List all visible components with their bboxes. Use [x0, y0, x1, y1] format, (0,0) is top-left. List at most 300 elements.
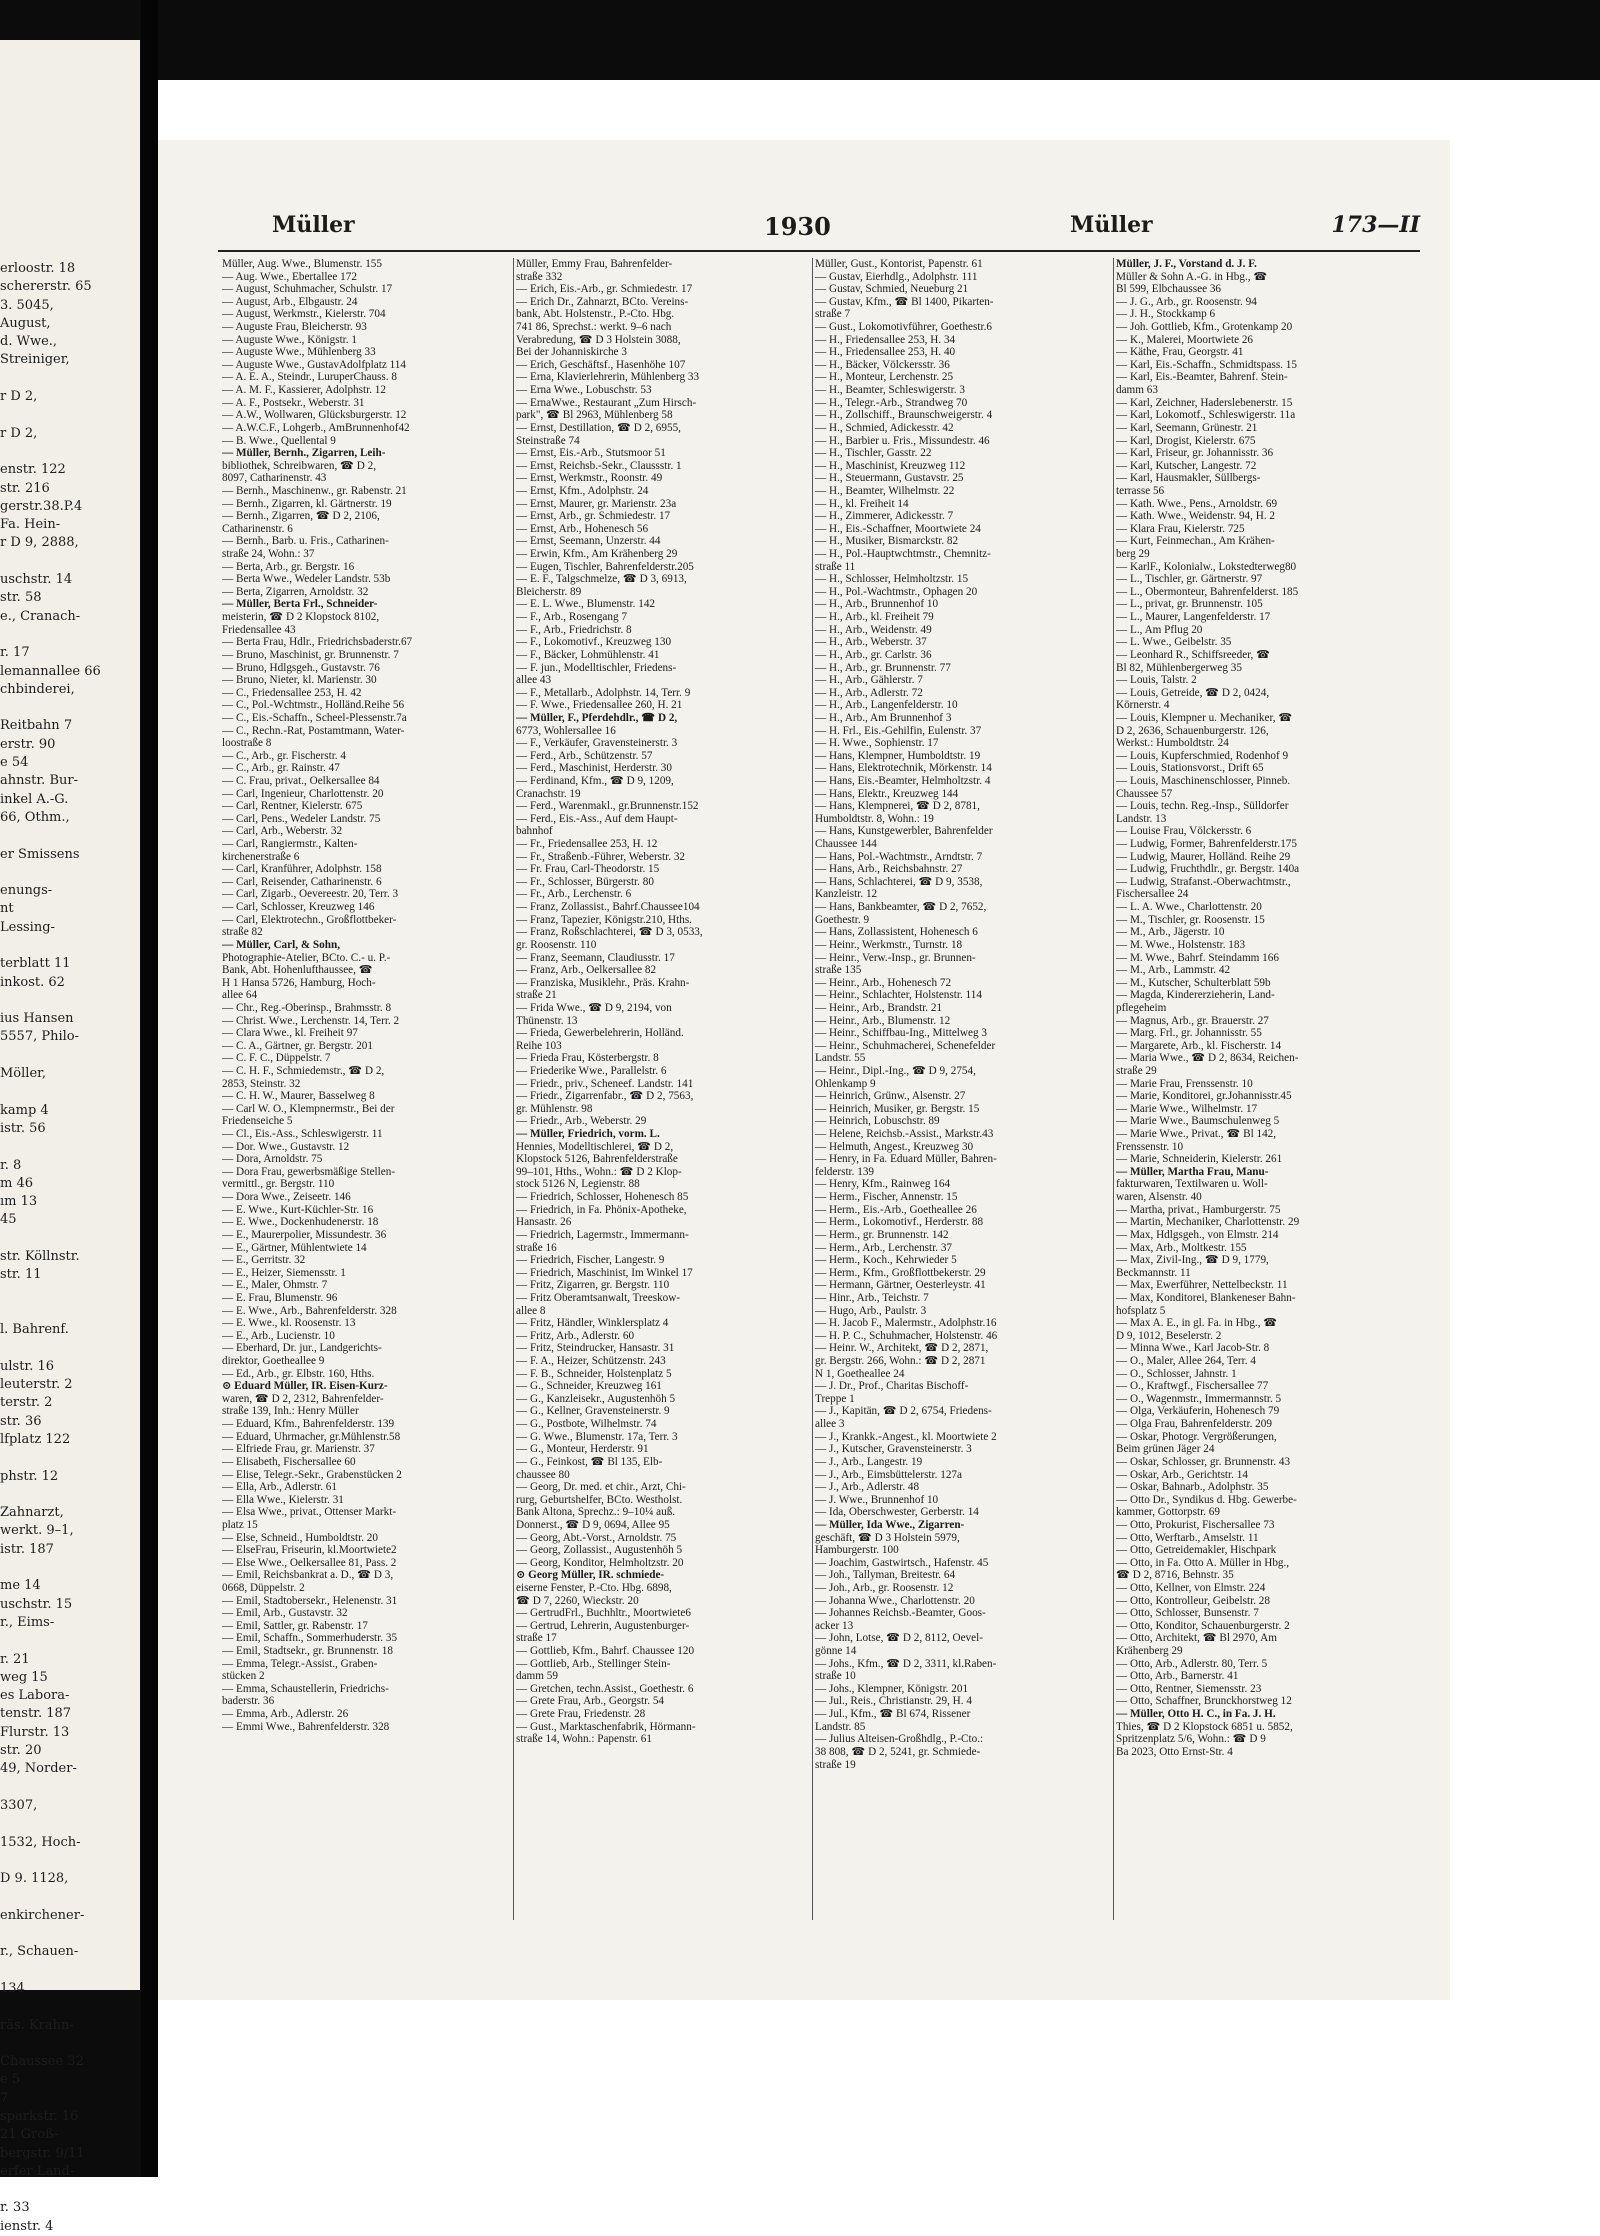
directory-entry-line: — Cl., Eis.-Ass., Schleswigerstr. 11 [222, 1128, 383, 1141]
directory-entry-line: — E. Frau, Blumenstr. 96 [222, 1291, 338, 1304]
directory-entry-line: platz 15 [222, 1518, 258, 1531]
directory-entry-line: Chaussee 144 [815, 838, 877, 851]
directory-entry-line: Frenssenstr. 10 [1116, 1140, 1184, 1153]
previous-page-line: Streiniger, [0, 352, 70, 368]
directory-entry-line: — E., Gerritstr. 32 [222, 1254, 306, 1267]
directory-entry-line: — Dora, Arnoldstr. 75 [222, 1153, 323, 1166]
directory-entry-line: Catharinenstr. 6 [222, 522, 293, 535]
directory-entry-line: — Dora Wwe., Zeiseetr. 146 [222, 1191, 351, 1204]
directory-entry-line: — Heinr., Arb., Brandstr. 21 [815, 1001, 943, 1014]
directory-entry-line: — H., Tischler, Gasstr. 22 [815, 447, 932, 460]
directory-entry-line: — F., Lokomotivf., Kreuzweg 130 [516, 636, 672, 649]
previous-page-column [0, 260, 140, 2236]
directory-entry-line: — H., Friedensallee 253, H. 40 [815, 346, 956, 359]
directory-entry-line: — E., Arb., Lucienstr. 10 [222, 1329, 335, 1342]
directory-entry-line: terrasse 56 [1116, 484, 1165, 497]
directory-entry-line: — Franz, Roßschlachterei, ☎ D 3, 0533, [516, 926, 703, 939]
directory-entry-line: bank, Abt. Holstenstr., P.-Cto. Hbg. [516, 308, 675, 321]
header-rule [218, 250, 1420, 252]
previous-page-line [0, 1285, 140, 1303]
column-2 [516, 258, 808, 1746]
directory-entry-line: Beckmannstr. 11 [1116, 1266, 1191, 1279]
directory-entry-line: — Gretchen, techn.Assist., Goethestr. 6 [516, 1682, 694, 1695]
directory-entry-line: — M., Tischler, gr. Roosenstr. 15 [1116, 913, 1265, 926]
directory-entry-line: — Hans, Eis.-Beamter, Helmholtzstr. 4 [815, 774, 991, 787]
directory-entry-line: 0668, Düppelstr. 2 [222, 1581, 305, 1594]
previous-page-line: Zahnarzt, [0, 1505, 64, 1521]
directory-entry-line: — Ernst, Seemann, Unzerstr. 44 [516, 535, 661, 548]
directory-entry-line: — M., Arb., Jägerstr. 10 [1116, 926, 1225, 939]
directory-entry-line: Werkst.: Humboldtstr. 24 [1116, 737, 1229, 750]
directory-entry-line: straße 29 [1116, 1065, 1157, 1077]
directory-entry-line: — Carl, Reisender, Catharinenstr. 6 [222, 875, 382, 888]
directory-entry-line: — Berta Wwe., Wedeler Landstr. 53b [222, 573, 391, 586]
directory-entry-line: — Else, Schneid., Humboldtstr. 20 [222, 1531, 378, 1544]
directory-entry-line: — Friederike Wwe., Parallelstr. 6 [516, 1065, 667, 1077]
directory-entry-line: — H., Arb., gr. Carlstr. 36 [815, 648, 932, 661]
directory-entry-line: — E., Maurerpolier, Missundestr. 36 [222, 1228, 387, 1241]
directory-entry-line: — Herm., Koch., Kehrwieder 5 [815, 1254, 957, 1267]
directory-entry-line: — Fritz, Arb., Adlerstr. 60 [516, 1329, 635, 1342]
directory-entry-line: — Erich Dr., Zahnarzt, BCto. Vereins- [516, 295, 689, 308]
previous-page-line [0, 2181, 140, 2199]
directory-entry-line: 6773, Wohlersallee 16 [516, 724, 616, 737]
previous-page-line: istr. 187 [0, 1541, 54, 1557]
directory-entry-line: — Hans, Elektrotechnik, Mörkenstr. 14 [815, 762, 992, 775]
previous-page-line: str. 58 [0, 590, 42, 606]
directory-entry-line: — Marg. Frl., gr. Johannisstr. 55 [1116, 1027, 1262, 1040]
directory-entry-line: allee 64 [222, 989, 258, 1002]
directory-entry-line: — E. L. Wwe., Blumenstr. 142 [516, 598, 656, 611]
directory-entry-line: — Marie Wwe., Privat., ☎ Bl 142, [1116, 1128, 1277, 1141]
directory-entry-line: — Gottlieb, Arb., Stellinger Stein- [516, 1657, 671, 1670]
directory-entry-line: Reihe 103 [516, 1039, 562, 1052]
directory-entry-line: acker 13 [815, 1619, 854, 1632]
directory-entry-line: Bl 82, Mühlenbergerweg 35 [1116, 661, 1242, 674]
directory-entry-line: — Bruno, Nieter, kl. Marienstr. 30 [222, 674, 377, 687]
previous-page-line: Chaussee 32 [0, 2054, 84, 2070]
directory-entry-line: — Louis, Maschinenschlosser, Pinneb. [1116, 774, 1291, 787]
page-number: 173—II [1331, 212, 1420, 238]
directory-entry-line: — Fr. Frau, Carl-Theodorstr. 15 [516, 863, 660, 876]
directory-entry-line: — Gottlieb, Kfm., Bahrf. Chaussee 120 [516, 1645, 695, 1658]
directory-entry-line: gr. Mühlenstr. 98 [516, 1102, 593, 1115]
directory-entry-line: 741 86, Sprechst.: werkt. 9–6 nach [516, 321, 672, 334]
directory-entry-line: — H., Musiker, Bismarckstr. 82 [815, 535, 959, 548]
directory-entry-line: — Otto, Architekt, ☎ Bl 2970, Am [1116, 1632, 1277, 1645]
directory-entry-line: — Bruno, Hdlgsgeh., Gustavstr. 76 [222, 661, 380, 674]
directory-entry-line: — Kath. Wwe., Pens., Arnoldstr. 69 [1116, 497, 1278, 510]
directory-entry-line: — Ernst, Arb., Hohenesch 56 [516, 522, 649, 535]
directory-entry-line: Kanzleistr. 12 [815, 888, 878, 901]
previous-page-line: enkirchener- [0, 1907, 85, 1923]
directory-entry-line: — Karl, Drogist, Kielerstr. 675 [1116, 434, 1256, 447]
directory-entry-line: — Emma, Telegr.-Assist., Graben- [222, 1657, 378, 1670]
directory-entry-line: — Marie, Schneiderin, Kielerstr. 261 [1116, 1153, 1283, 1166]
directory-entry-line: — Auguste Frau, Bleicherstr. 93 [222, 321, 367, 334]
previous-page-line: str. 20 [0, 1743, 42, 1759]
directory-entry-line: — Erwin, Kfm., Am Krähenberg 29 [516, 548, 678, 561]
directory-entry-line: — Ludwig, Fruchthdlr., gr. Bergstr. 140a [1116, 863, 1300, 876]
directory-entry-line: — L., Am Pflug 20 [1116, 623, 1203, 636]
directory-entry-line: — H., Arb., Brunnenhof 10 [815, 598, 939, 611]
directory-entry-line: — C. F. C., Düppelstr. 7 [222, 1052, 331, 1065]
previous-page-line [0, 1486, 140, 1504]
previous-page-line: Flurstr. 13 [0, 1724, 70, 1740]
directory-entry-line: — Frida Wwe., ☎ D 9, 2194, von [516, 1001, 672, 1014]
previous-page-line: r D 2, [0, 425, 38, 441]
directory-entry-line: ☎ D 7, 2260, Wieckstr. 20 [516, 1594, 639, 1607]
directory-entry-line: — Müller, Martha Frau, Manu- [1116, 1165, 1269, 1178]
directory-entry-line: — Magnus, Arb., gr. Brauerstr. 27 [1116, 1014, 1269, 1027]
previous-page-line: e 5 [0, 2072, 21, 2088]
directory-entry-line: — Erich, Eis.-Arb., gr. Schmiedestr. 17 [516, 283, 693, 296]
previous-page-line [0, 406, 140, 424]
directory-entry-line: rurg, Geburtshelfer, BCto. Westholst. [516, 1493, 683, 1506]
directory-entry-line: — Gust., Lokomotivführer, Goethestr.6 [815, 321, 992, 334]
directory-entry-line: — F. B., Schneider, Holstenplatz 5 [516, 1367, 672, 1380]
directory-entry-line: berg 29 [1116, 548, 1150, 561]
directory-entry-line: — H., Arb., kl. Freiheit 79 [815, 611, 934, 624]
directory-entry-line: — Martin, Mechaniker, Charlottenstr. 29 [1116, 1216, 1300, 1229]
directory-entry-line: — Carl, Elektrotechn., Großflottbeker- [222, 913, 397, 926]
directory-entry-line: — G., Kellner, Gravensteinerstr. 9 [516, 1405, 670, 1418]
directory-entry-line: — Emma, Arb., Adlerstr. 26 [222, 1708, 349, 1721]
directory-entry-line: Müller, Aug. Wwe., Blumenstr. 155 [222, 258, 382, 270]
directory-entry-line: straße 24, Wohn.: 37 [222, 548, 315, 561]
previous-page-line: enungs- [0, 883, 53, 899]
previous-page-line: inkost. 62 [0, 974, 65, 990]
directory-entry-line: — E. Wwe., Dockenhudenerstr. 18 [222, 1216, 379, 1229]
directory-entry-line: — J., Arb., Adlerstr. 48 [815, 1481, 920, 1494]
directory-entry-line: — Heinr., Schuhmacherei, Schenefelder [815, 1039, 996, 1052]
directory-entry-line: — Gustav, Kfm., ☎ Bl 1400, Pikarten- [815, 295, 994, 308]
directory-entry-line: Körnerstr. 4 [1116, 699, 1170, 712]
directory-entry-line: — Ed., Arb., gr. Elbstr. 160, Hths. [222, 1367, 375, 1380]
previous-page-line: r D 9, 2888, [0, 535, 79, 551]
previous-page-line: r. 33 [0, 2200, 30, 2216]
directory-entry-line: ⊙ Georg Müller, IR. schmiede- [516, 1569, 665, 1582]
directory-entry-line: — Olga, Verkäuferin, Hohenesch 79 [1116, 1405, 1280, 1418]
directory-entry-line: — Ella Wwe., Kielerstr. 31 [222, 1493, 344, 1506]
directory-entry-line: — Johannes Reichsb.-Beamter, Goos- [815, 1607, 986, 1620]
directory-entry-line: — Marie Frau, Frenssenstr. 10 [1116, 1077, 1253, 1090]
directory-entry-line: — J., Arb., Eimsbüttelerstr. 127a [815, 1468, 962, 1481]
directory-entry-line: — C. Frau, privat., Oelkersallee 84 [222, 774, 380, 787]
directory-entry-line: — Frieda, Gewerbelehrerin, Holländ. [516, 1027, 684, 1040]
directory-entry-line: — H. Jacob F., Malermstr., Adolphstr.16 [815, 1317, 997, 1330]
directory-entry-line: — Franziska, Musiklehr., Präs. Krahn- [516, 976, 690, 989]
directory-entry-line: — Herm., Eis.-Arb., Goetheallee 26 [815, 1203, 977, 1216]
directory-entry-line: allee 3 [815, 1418, 845, 1431]
directory-entry-line: — Erna Wwe., Lobuschstr. 53 [516, 384, 652, 397]
directory-entry-line: — Bruno, Maschinist, gr. Brunnenstr. 7 [222, 648, 399, 661]
column-divider [513, 258, 514, 1920]
previous-page-line: str. 36 [0, 1413, 42, 1429]
directory-entry-line: — Max, Hdlgsgeh., von Elmstr. 214 [1116, 1228, 1279, 1241]
directory-entry-line: — Franz, Tapezier, Königstr.210, Hths. [516, 913, 692, 926]
directory-entry-line: gr. Bergstr. 266, Wohn.: ☎ D 2, 2871 [815, 1355, 986, 1368]
previous-page-line: nt [0, 901, 14, 917]
previous-page-line [0, 443, 140, 461]
directory-entry-line: — Müller, Otto H. C., in Fa. J. H. [1116, 1708, 1276, 1721]
previous-page-line [0, 937, 140, 955]
directory-entry-line: 99–101, Hths., Wohn.: ☎ D 2 Klop- [516, 1165, 682, 1178]
directory-entry-line: straße 82 [222, 926, 263, 939]
directory-entry-line: Cranachstr. 19 [516, 787, 581, 800]
directory-entry-line: bibliothek, Schreibwaren, ☎ D 2, [222, 459, 377, 472]
previous-page-line [0, 1303, 140, 1321]
previous-page-line: uschstr. 14 [0, 572, 73, 588]
directory-entry-line: — Olga Frau, Bahrenfelderstr. 209 [1116, 1418, 1272, 1431]
directory-entry-line: — Martha, privat., Hamburgerstr. 75 [1116, 1203, 1281, 1216]
previous-page-line: 134 [0, 1980, 25, 1996]
previous-page-line [0, 2035, 140, 2053]
directory-entry-line: — Hans, Elektr., Kreuzweg 144 [815, 787, 959, 800]
directory-entry-line: — Louis, Talstr. 2 [1116, 674, 1197, 687]
directory-entry-line: — Auguste Wwe., Mühlenberg 33 [222, 346, 376, 359]
directory-entry-line: — Hans, Kunstgewerbler, Bahrenfelder [815, 825, 993, 838]
directory-entry-line: — Emil, Stadtsekr., gr. Brunnenstr. 18 [222, 1645, 393, 1658]
previous-page-line [0, 992, 140, 1010]
directory-entry-line: waren, ☎ D 2, 2312, Bahrenfelder- [222, 1392, 384, 1405]
directory-entry-line: — Elisabeth, Fischersallee 60 [222, 1455, 356, 1468]
previous-page-line: August, [0, 315, 51, 331]
directory-entry-line: — August, Arb., Elbgaustr. 24 [222, 295, 358, 308]
directory-entry-line: — F., Verkäufer, Gravensteinerstr. 3 [516, 737, 678, 750]
directory-entry-line: — Ernst, Werkmstr., Roonstr. 49 [516, 472, 663, 485]
directory-entry-line: — Herm., Fischer, Annenstr. 15 [815, 1191, 958, 1204]
directory-entry-line: — H., Steuermann, Gustavstr. 25 [815, 472, 964, 485]
directory-entry-line: gr. Roosenstr. 110 [516, 938, 597, 951]
directory-entry-line: — J., Arb., Langestr. 19 [815, 1455, 923, 1468]
directory-entry-line: — H., Arb., Am Brunnenhof 3 [815, 711, 952, 724]
directory-entry-line: — Otto, Kontrolleur, Geibelstr. 28 [1116, 1594, 1270, 1607]
directory-entry-line: — B. Wwe., Quellental 9 [222, 434, 336, 447]
directory-entry-line: — Eugen, Tischler, Bahrenfelderstr.205 [516, 560, 694, 573]
directory-entry-line: — Louise Frau, Völckersstr. 6 [1116, 825, 1252, 838]
header-right-name: Müller [1070, 212, 1153, 238]
directory-entry-line: — E., Heizer, Siemensstr. 1 [222, 1266, 346, 1279]
directory-entry-line: — Müller, Carl, & Sohn, [222, 938, 340, 951]
directory-entry-line: — H. P. C., Schuhmacher, Holstenstr. 46 [815, 1329, 998, 1342]
directory-entry-line: — O., Wagenmstr., Immermannstr. 5 [1116, 1392, 1282, 1405]
directory-entry-line: — Karl, Kutscher, Langestr. 72 [1116, 459, 1257, 472]
directory-entry-line: — Fr., Straßenb.-Führer, Weberstr. 32 [516, 850, 686, 863]
directory-entry-line: — H., Beamter, Schleswigerstr. 3 [815, 384, 965, 397]
directory-entry-line: — Emmi Wwe., Bahrenfelderstr. 328 [222, 1720, 390, 1733]
directory-entry-line: Hennies, Modelltischlerei, ☎ D 2, [516, 1140, 674, 1153]
directory-entry-line: — H., kl. Freiheit 14 [815, 497, 909, 510]
directory-entry-line: — Minna Wwe., Karl Jacob-Str. 8 [1116, 1342, 1270, 1355]
directory-entry-line: — J. H., Stockkamp 6 [1116, 308, 1216, 321]
directory-entry-line: — Carl, Schlosser, Kreuzweg 146 [222, 901, 375, 914]
directory-entry-line: pflegeheim [1116, 1001, 1167, 1014]
directory-entry-line: — Ludwig, Strafanst.-Oberwachtmstr., [1116, 875, 1291, 888]
directory-entry-line: Landstr. 13 [1116, 812, 1167, 825]
directory-entry-line: — E. Wwe., Arb., Bahrenfelderstr. 328 [222, 1304, 397, 1317]
directory-entry-line: — Müller, Friedrich, vorm. L. [516, 1128, 660, 1141]
directory-entry-line: — Hugo, Arb., Paulstr. 3 [815, 1304, 927, 1317]
directory-entry-line: — H., Schlosser, Helmholtzstr. 15 [815, 573, 969, 586]
directory-entry-line: Müller, Gust., Kontorist, Papenstr. 61 [815, 258, 983, 270]
directory-entry-line: Hansastr. 26 [516, 1216, 572, 1229]
directory-entry-line: — Ludwig, Former, Bahrenfelderstr.175 [1116, 838, 1297, 851]
directory-entry-line: kammer, Gottorpstr. 69 [1116, 1506, 1220, 1519]
directory-entry-line: stock 5126 N, Legienstr. 88 [516, 1178, 640, 1191]
directory-entry-line: — Johanna Wwe., Charlottenstr. 20 [815, 1594, 975, 1607]
directory-entry-line: — Heinr., Verw.-Insp., gr. Brunnen- [815, 951, 976, 964]
directory-entry-line: — H., Eis.-Schaffner, Moortwiete 24 [815, 522, 981, 535]
directory-entry-line: — Heinr., Schiffbau-Ing., Mittelweg 3 [815, 1027, 987, 1040]
directory-entry-line: — Marie Wwe., Baumschulenweg 5 [1116, 1115, 1280, 1128]
directory-entry-line: — Magda, Kindererzieherin, Land- [1116, 989, 1275, 1002]
directory-entry-line: geschäft, ☎ D 3 Holstein 5979, [815, 1531, 960, 1544]
directory-entry-line: — Ida, Oberschwester, Gerberstr. 14 [815, 1506, 979, 1519]
directory-entry-line: — Heinr., Schlachter, Holstenstr. 114 [815, 989, 982, 1002]
directory-entry-line: — Friedrich, Schlosser, Hohenesch 85 [516, 1191, 689, 1204]
directory-entry-line: ☎ D 2, 8716, Behnstr. 35 [1116, 1569, 1234, 1582]
previous-page-line: leuterstr. 2 [0, 1377, 73, 1393]
previous-page-line: m 46 [0, 1175, 34, 1191]
directory-entry-line: Verabredung, ☎ D 3 Holstein 3088, [516, 333, 681, 346]
directory-entry-line: — H., Friedensallee 253, H. 34 [815, 333, 956, 346]
directory-entry-line: — Joh., Arb., gr. Roosenstr. 12 [815, 1581, 954, 1594]
directory-entry-line: Bleicherstr. 89 [516, 585, 582, 598]
directory-entry-line: Goethestr. 9 [815, 913, 870, 926]
directory-entry-line: Bank Altona, Sprechz.: 9–10¼ auß. [516, 1506, 676, 1519]
directory-entry-line: — Heinr., Arb., Hohenesch 72 [815, 976, 952, 989]
previous-page-line [0, 1925, 140, 1943]
directory-entry-line: — Hinr., Arb., Teichstr. 7 [815, 1291, 929, 1304]
previous-page-line [0, 1138, 140, 1156]
directory-entry-line: — Max A. E., in gl. Fa. in Hbg., ☎ [1116, 1317, 1278, 1330]
previous-page-line: tenstr. 187 [0, 1706, 72, 1722]
directory-entry-line: — Ferd., Maschinist, Herderstr. 30 [516, 762, 672, 775]
directory-entry-line: straße 332 [516, 270, 563, 283]
directory-entry-line: — G. Wwe., Blumenstr. 17a, Terr. 3 [516, 1430, 678, 1443]
directory-entry-line: — Margarete, Arb., kl. Fischerstr. 14 [1116, 1039, 1282, 1052]
directory-entry-line: — Max, Konditorei, Blankeneser Bahn- [1116, 1291, 1296, 1304]
previous-page-line: 1532, Hoch- [0, 1834, 81, 1850]
directory-entry-line: ⊙ Eduard Müller, IR. Eisen-Kurz- [222, 1380, 388, 1393]
directory-entry-line: — L., Obermonteur, Bahrenfelderst. 185 [1116, 585, 1299, 598]
directory-entry-line: — F., Arb., Friedrichstr. 8 [516, 623, 632, 636]
directory-entry-line: — Dora Frau, gewerbsmäßige Stellen- [222, 1165, 396, 1178]
directory-entry-line: — G., Feinkost, ☎ Bl 135, Elb- [516, 1455, 663, 1468]
directory-entry-line: — Fritz, Zigarren, gr. Bergstr. 110 [516, 1279, 670, 1292]
previous-page-line: erloostr. 18 [0, 261, 76, 276]
directory-entry-line: allee 8 [516, 1304, 546, 1317]
directory-entry-line: — Fr., Arb., Lerchenstr. 6 [516, 888, 632, 901]
directory-entry-line: eiserne Fenster, P.-Cto. Hbg. 6898, [516, 1581, 672, 1594]
directory-entry-line: — Karl, Lokomotf., Schleswigerstr. 11a [1116, 409, 1296, 422]
previous-page-line [0, 1632, 140, 1650]
directory-entry-line: — H., Pol.-Hauptwchtmstr., Chemnitz- [815, 548, 991, 561]
directory-entry-line: — E. Wwe., kl. Roosenstr. 13 [222, 1317, 356, 1330]
previous-page-line: Möller, [0, 1066, 47, 1082]
directory-entry-line: — Klara Frau, Kielerstr. 725 [1116, 522, 1245, 535]
directory-entry-line: — Karl, Friseur, gr. Johannisstr. 36 [1116, 447, 1274, 460]
previous-page-line [0, 699, 140, 717]
directory-entry-line: — Emil, Reichsbankrat a. D., ☎ D 3, [222, 1569, 394, 1582]
previous-page-line: uschstr. 15 [0, 1596, 73, 1612]
directory-entry-line: — Franz, Zollassist., Bahrf.Chaussee104 [516, 901, 700, 914]
directory-entry-line: — Henry, in Fa. Eduard Müller, Bahren- [815, 1153, 997, 1166]
previous-page-line: gerstr.38.P.4 [0, 498, 83, 514]
directory-entry-line: Ohlenkamp 9 [815, 1077, 876, 1090]
previous-page-line: 66, Othm., [0, 809, 70, 825]
directory-entry-line: Thies, ☎ D 2 Klopstock 6851 u. 5852, [1116, 1720, 1293, 1733]
directory-entry-line: — Emma, Schaustellerin, Friedrichs- [222, 1682, 389, 1695]
directory-entry-line: — H., Beamter, Wilhelmstr. 22 [815, 484, 955, 497]
directory-entry-line: — Aug. Wwe., Ebertallee 172 [222, 270, 357, 283]
directory-entry-line: Spritzenplatz 5/6, Wohn.: ☎ D 9 [1116, 1733, 1266, 1746]
directory-entry-line: — Otto, Schaffner, Brunckhorstweg 12 [1116, 1695, 1292, 1708]
previous-page-line: räs. Krahn- [0, 2017, 74, 2033]
directory-entry-line: — J. Dr., Prof., Charitas Bischoff- [815, 1380, 969, 1393]
directory-entry-line: — Eduard, Uhrmacher, gr.Mühlenstr.58 [222, 1430, 401, 1443]
directory-entry-line: — August, Schuhmacher, Schulstr. 17 [222, 283, 393, 296]
directory-entry-line: straße 21 [516, 989, 557, 1002]
directory-entry-line: — Max, Zivil-Ing., ☎ D 9, 1779, [1116, 1254, 1269, 1267]
previous-page-line [0, 626, 140, 644]
directory-entry-line: — Hans, Arb., Reichsbahnstr. 27 [815, 863, 963, 876]
directory-entry-line: — Friedrich, in Fa. Phönix-Apotheke, [516, 1203, 687, 1216]
previous-page-line [0, 1962, 140, 1980]
directory-entry-line: — Louis, techn. Reg.-Insp., Sülldorfer [1116, 800, 1289, 813]
directory-entry-line: stücken 2 [222, 1670, 265, 1683]
directory-entry-line: — A. M. F., Kassierer, Adolphstr. 12 [222, 384, 386, 397]
directory-entry-line: Humboldtstr. 8, Wohn.: 19 [815, 812, 934, 825]
directory-entry-line: — Elise, Telegr.-Sekr., Grabenstücken 2 [222, 1468, 402, 1481]
directory-entry-line: — Ferd., Eis.-Ass., Auf dem Haupt- [516, 812, 678, 825]
directory-entry-line: — H., Arb., Adlerstr. 72 [815, 686, 923, 699]
directory-entry-line: — H., Maschinist, Kreuzweg 112 [815, 459, 966, 472]
directory-entry-line: — Friedr., priv., Scheneef. Landstr. 141 [516, 1077, 694, 1090]
directory-entry-line: — C., Arb., gr. Fischerstr. 4 [222, 749, 346, 762]
directory-entry-line: — Ernst, Destillation, ☎ D 2, 6955, [516, 421, 681, 434]
directory-entry-line: Fischersallee 24 [1116, 888, 1189, 901]
previous-page-line [0, 864, 140, 882]
directory-entry-line: Müller, Emmy Frau, Bahrenfelder- [516, 258, 673, 270]
previous-page-line: 3307, [0, 1797, 38, 1813]
directory-entry-line: — Louis, Kupferschmied, Rodenhof 9 [1116, 749, 1289, 762]
directory-entry-line: D 2, 2636, Schauenburgerstr. 126, [1116, 724, 1269, 737]
directory-entry-line: park", ☎ Bl 2963, Mühlenberg 58 [516, 409, 673, 422]
directory-entry-line: — Auguste Wwe., Königstr. 1 [222, 333, 357, 346]
directory-entry-line: — M., Arb., Lammstr. 42 [1116, 964, 1231, 977]
previous-page-line [0, 1083, 140, 1101]
directory-entry-line: — L., Maurer, Langenfelderstr. 17 [1116, 611, 1271, 624]
previous-page-line: sparkstr. 16 [0, 2108, 79, 2124]
previous-page-line: es Labora- [0, 1688, 70, 1704]
directory-entry-line: Müller & Sohn A.-G. in Hbg., ☎ [1116, 270, 1268, 283]
column-divider [812, 258, 813, 1920]
directory-entry-line: 8097, Catharinenstr. 43 [222, 472, 327, 485]
directory-entry-line: — Joachim, Gastwirtsch., Hafenstr. 45 [815, 1556, 989, 1569]
directory-entry-line: 38 808, ☎ D 2, 5241, gr. Schmiede- [815, 1745, 981, 1758]
directory-entry-line: — Else Wwe., Oelkersallee 81, Pass. 2 [222, 1556, 397, 1569]
previous-page-line [0, 1230, 140, 1248]
directory-entry-line: Photographie-Atelier, BCto. C.- u. P.- [222, 951, 391, 964]
column-3 [815, 258, 1107, 1771]
directory-entry-line: — Otto, Rentner, Siemensstr. 23 [1116, 1682, 1262, 1695]
directory-entry-line: Bei der Johanniskirche 3 [516, 346, 627, 359]
directory-entry-line: — Joh. Gottlieb, Kfm., Grotenkamp 20 [1116, 321, 1293, 334]
directory-entry-line: damm 63 [1116, 384, 1158, 397]
directory-entry-line: — J. G., Arb., gr. Roosenstr. 94 [1116, 295, 1257, 308]
